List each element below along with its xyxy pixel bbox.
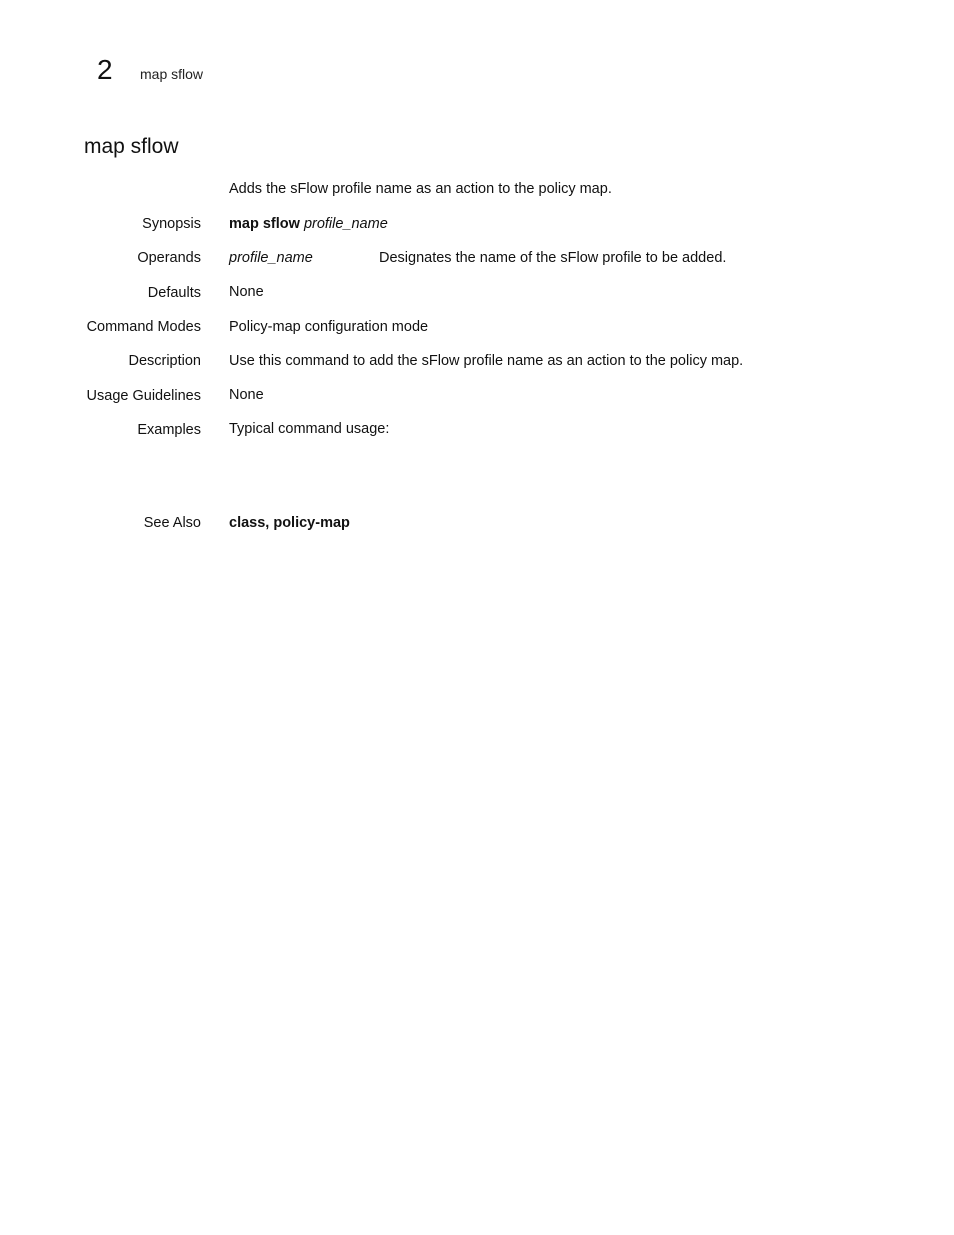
synopsis-label: Synopsis bbox=[142, 216, 201, 232]
intro-text: Adds the sFlow profile name as an action to the policy map. bbox=[229, 181, 612, 197]
synopsis-value bbox=[229, 215, 388, 233]
description-value: Use this command to add the sFlow profile name as an action to the policy map. bbox=[229, 353, 744, 369]
examples-value: Typical command usage: bbox=[229, 421, 390, 437]
usage-guidelines-value: None bbox=[229, 387, 264, 403]
operand-description: Designates the name of the sFlow profile to be added. bbox=[379, 250, 727, 266]
synopsis-command: map sflow bbox=[229, 216, 300, 232]
operand-name: profile_name bbox=[229, 250, 313, 266]
running-header: map sflow bbox=[140, 66, 204, 82]
synopsis-argument: profile_name bbox=[303, 216, 388, 232]
examples-label: Examples bbox=[137, 422, 201, 438]
usage-guidelines-label: Usage Guidelines bbox=[86, 388, 201, 404]
defaults-value: None bbox=[229, 284, 264, 300]
command-modes-label: Command Modes bbox=[86, 319, 201, 335]
chapter-number: 2 bbox=[97, 54, 113, 85]
see-also-label: See Also bbox=[143, 515, 201, 531]
see-also-links[interactable]: class, policy-map bbox=[229, 515, 350, 531]
operands-label: Operands bbox=[137, 250, 201, 266]
page-title: map sflow bbox=[84, 135, 179, 158]
description-label: Description bbox=[128, 353, 201, 369]
command-modes-value: Policy-map configuration mode bbox=[229, 319, 429, 335]
defaults-label: Defaults bbox=[147, 285, 201, 301]
